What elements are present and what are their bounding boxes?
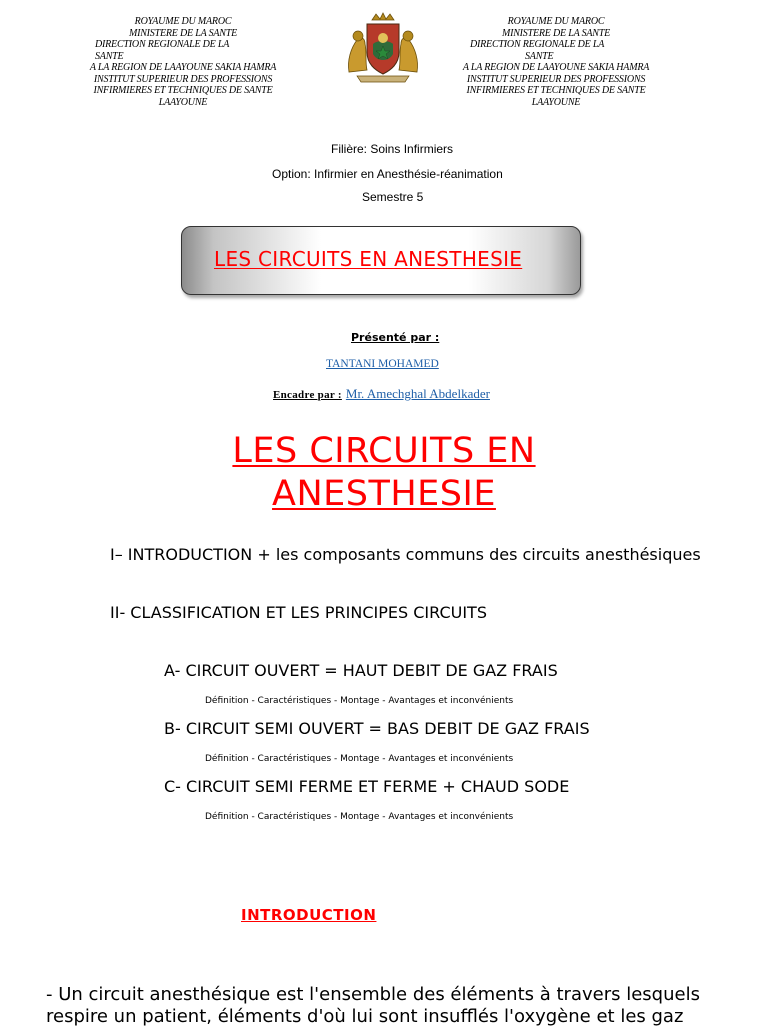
presenter-name: TANTANI MOHAMED	[326, 358, 439, 370]
outline-sub-b-detail: Définition - Caractéristiques - Montage - Avantages et inconvénients	[205, 754, 514, 764]
semestre-text: Semestre 5	[362, 190, 424, 204]
outline-sub-a-detail: Définition - Caractéristiques - Montage - Avantages et inconvénients	[205, 696, 514, 706]
header-right	[453, 16, 659, 108]
header-line: SANTE	[525, 50, 554, 62]
header-line: ROYAUME DU MAROC	[507, 16, 605, 27]
outline-sub-c-detail: Définition - Caractéristiques - Montage - Avantages et inconvénients	[205, 812, 514, 822]
header-line: INFIRMIERES ET TECHNIQUES DE SANTE	[466, 85, 646, 96]
header-line: DIRECTION REGIONALE DE LA	[95, 39, 230, 50]
intro-paragraph	[46, 984, 700, 1028]
paragraph-line: respire un patient, éléments d'où lui sont insufflés l'oxygène et les gaz	[46, 1006, 684, 1027]
coat-of-arms-icon	[343, 12, 423, 84]
filiere-text: Filière: Soins Infirmiers	[331, 142, 454, 156]
header-line: INSTITUT SUPERIEUR DES PROFESSIONS	[93, 73, 273, 85]
header-line: DIRECTION REGIONALE DE LA	[470, 39, 605, 50]
header-line: MINISTERE DE LA SANTE	[128, 27, 238, 39]
main-title	[0, 430, 768, 516]
outline-sub-a: A- CIRCUIT OUVERT = HAUT DEBIT DE GAZ FRAIS	[164, 661, 558, 680]
introduction-heading: INTRODUCTION	[241, 906, 377, 924]
header-line: MINISTERE DE LA SANTE	[501, 27, 611, 39]
paragraph-line: - Un circuit anesthésique est l'ensemble des éléments à travers lesquels	[46, 984, 700, 1005]
title-banner	[181, 226, 581, 295]
header-line: A LA REGION DE LAAYOUNE SAKIA HAMRA	[462, 62, 650, 73]
main-title-line: ANESTHESIE	[272, 474, 496, 514]
header-line: A LA REGION DE LAAYOUNE SAKIA HAMRA	[89, 62, 277, 73]
supervisor-name: Mr. Amechghal Abdelkader	[345, 386, 490, 401]
option-text: Option: Infirmier en Anesthésie-réanimation	[272, 167, 503, 181]
outline-item-1: I– INTRODUCTION + les composants communs des circuits anesthésiques	[110, 545, 701, 564]
outline-item-2: II- CLASSIFICATION ET LES PRINCIPES CIRCUITS	[110, 603, 487, 622]
header-line: LAAYOUNE	[158, 96, 208, 108]
main-title-line: LES CIRCUITS EN	[232, 431, 536, 471]
banner-title: LES CIRCUITS EN ANESTHESIE	[214, 247, 523, 271]
outline-sub-b: B- CIRCUIT SEMI OUVERT = BAS DEBIT DE GAZ FRAIS	[164, 719, 590, 738]
supervisor-label: Encadre par :	[273, 389, 342, 401]
header-line: INSTITUT SUPERIEUR DES PROFESSIONS	[466, 73, 646, 85]
header-left	[80, 16, 286, 108]
outline-sub-c: C- CIRCUIT SEMI FERME ET FERME + CHAUD SODE	[164, 777, 570, 796]
header-line: SANTE	[95, 50, 124, 62]
header-line: ROYAUME DU MAROC	[134, 16, 232, 27]
header-line: LAAYOUNE	[531, 96, 581, 108]
presented-label: Présenté par :	[351, 331, 440, 344]
supervisor-line	[273, 385, 490, 403]
header-line: INFIRMIERES ET TECHNIQUES DE SANTE	[93, 85, 273, 96]
